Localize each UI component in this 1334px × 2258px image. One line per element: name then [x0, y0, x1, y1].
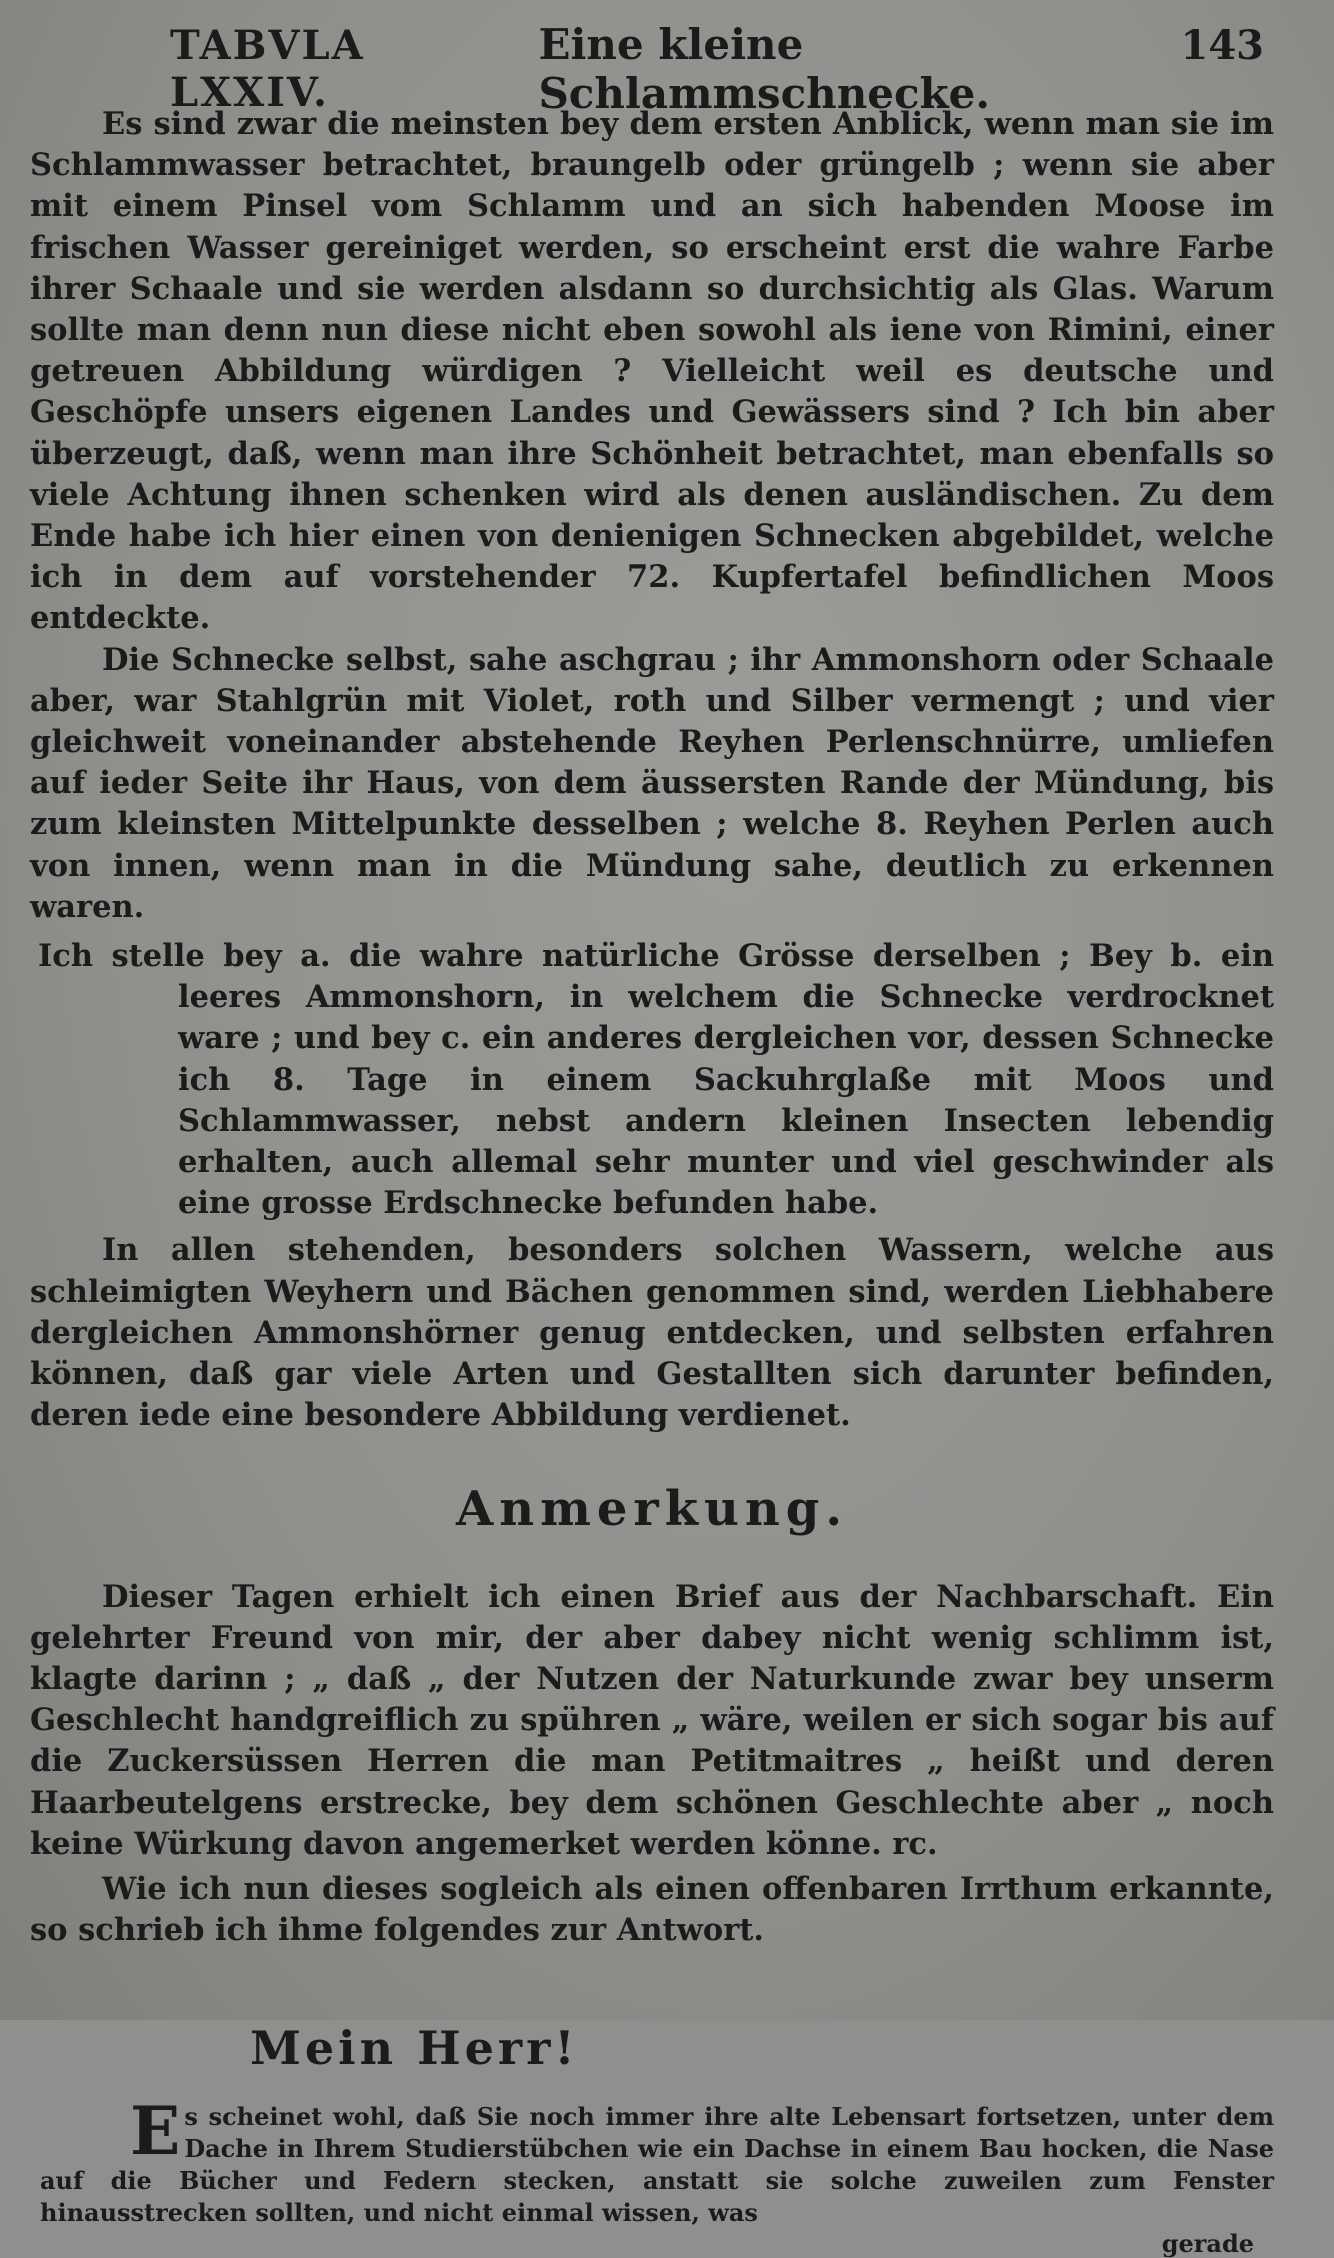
note-text: [30, 1577, 1274, 1952]
note-paragraph-1: Dieser Tagen erhielt ich einen Brief aus der Nachbarschaft. Ein gelehrter Freund von mir, der aber dabey nicht wenig schlimm ist, klagte darinn ; „ daß „ der Nutzen der Naturkunde zwar bey unserm Geschlecht handgreiflich zu spühren „ wäre, weilen er sich sogar bis auf die Zuckersüssen Herren die man Petitmaitres „ heißt und deren Haarbeutelgens erstrecke, bey dem schönen Geschlechte aber „ noch keine Würkung davon angemerket werden könne. rc.: [30, 1578, 1274, 1862]
page-title: Eine kleine Schlammschnecke.: [538, 20, 990, 118]
catchword: gerade: [1161, 2229, 1254, 2258]
paragraph-3-figure-legend: Ich stelle bey a. die wahre natürliche Grösse derselben ; Bey b. ein leeres Ammonshorn, in welchem die Schnecke verdrocknet ware ; und bey c. ein anderes dergleichen vor, dessen Schnecke ich 8. Tage in einem Sackuhrglaße mit Moos und Schlammwasser, nebst andern kleinen Insecten lebendig erhalten, auch allemal sehr munter und viel geschwinder als eine grosse Erdschnecke befunden habe.: [38, 938, 1274, 1222]
page-number: 143: [1180, 22, 1264, 69]
running-header: [30, 20, 1274, 118]
section-heading: Anmerkung.: [455, 1480, 849, 1537]
letter-greeting: Mein Herr!: [250, 2021, 579, 2076]
drop-cap: E: [130, 2092, 181, 2171]
paragraph-4: In allen stehenden, besonders solchen Wassern, welche aus schleimigten Weyhern und Bächen genommen sind, werden Liebhabere dergleichen Ammonshörner genug entdecken, und selbsten erfahren können, daß gar viele Arten und Gestallten sich darunter befinden, deren iede eine besondere Abbildung verdienet.: [30, 1232, 1274, 1434]
letter-text: s scheinet wohl, daß Sie noch immer ihre alte Lebensart fortsetzen, unter dem Dache in Ihrem Studierstübchen wie ein Dachse in einem Bau hocken, die Nase auf die Bücher und Federn stecken, anstatt sie solche zuweilen zum Fenster hinausstrecken sollten, und nicht einmal wissen, was: [40, 2102, 1274, 2228]
plate-number: TABVLA LXXIV.: [170, 22, 365, 116]
paragraph-2: Die Schnecke selbst, sahe aschgrau ; ihr Ammonshorn oder Schaale aber, war Stahlgrün mit Violet, roth und Silber vermengt ; und vier gleichweit voneinander abstehende Reyhen Perlenschnürre, umliefen auf ieder Seite ihr Haus, von dem äussersten Rande der Mündung, bis zum kleinsten Mittelpunkte desselben ; welche 8. Reyhen Perlen auch von innen, wenn man in die Mündung sahe, deutlich zu erkennen waren.: [30, 641, 1274, 925]
paragraph-1: Es sind zwar die meinsten bey dem ersten Anblick, wenn man sie im Schlammwasser betrachtet, braungelb oder grüngelb ; wenn sie aber mit einem Pinsel vom Schlamm und an sich habenden Moose im frischen Wasser gereiniget werden, so erscheint erst die wahre Farbe ihrer Schaale und sie werden alsdann so durchsichtig als Glas. Warum sollte man denn nun diese nicht eben sowohl als iene von Rimini, einer getreuen Abbildung würdigen ? Vielleicht weil es deutsche und Geschöpfe unsers eigenen Landes und Gewässers sind ? Ich bin aber überzeugt, daß, wenn man ihre Schönheit betrachtet, man ebenfalls so viele Achtung ihnen schenken wird als denen ausländischen. Zu dem Ende habe ich hier einen von denienigen Schnecken abgebildet, welche ich in dem auf vorstehender 72. Kupfertafel befindlichen Moos entdeckte.: [30, 106, 1274, 637]
letter-body: [40, 2092, 1274, 2229]
main-text: [30, 104, 1274, 1437]
note-paragraph-2: Wie ich nun dieses sogleich als einen offenbaren Irrthum erkannte, so schrieb ich ihme folgendes zur Antwort.: [30, 1870, 1274, 1949]
